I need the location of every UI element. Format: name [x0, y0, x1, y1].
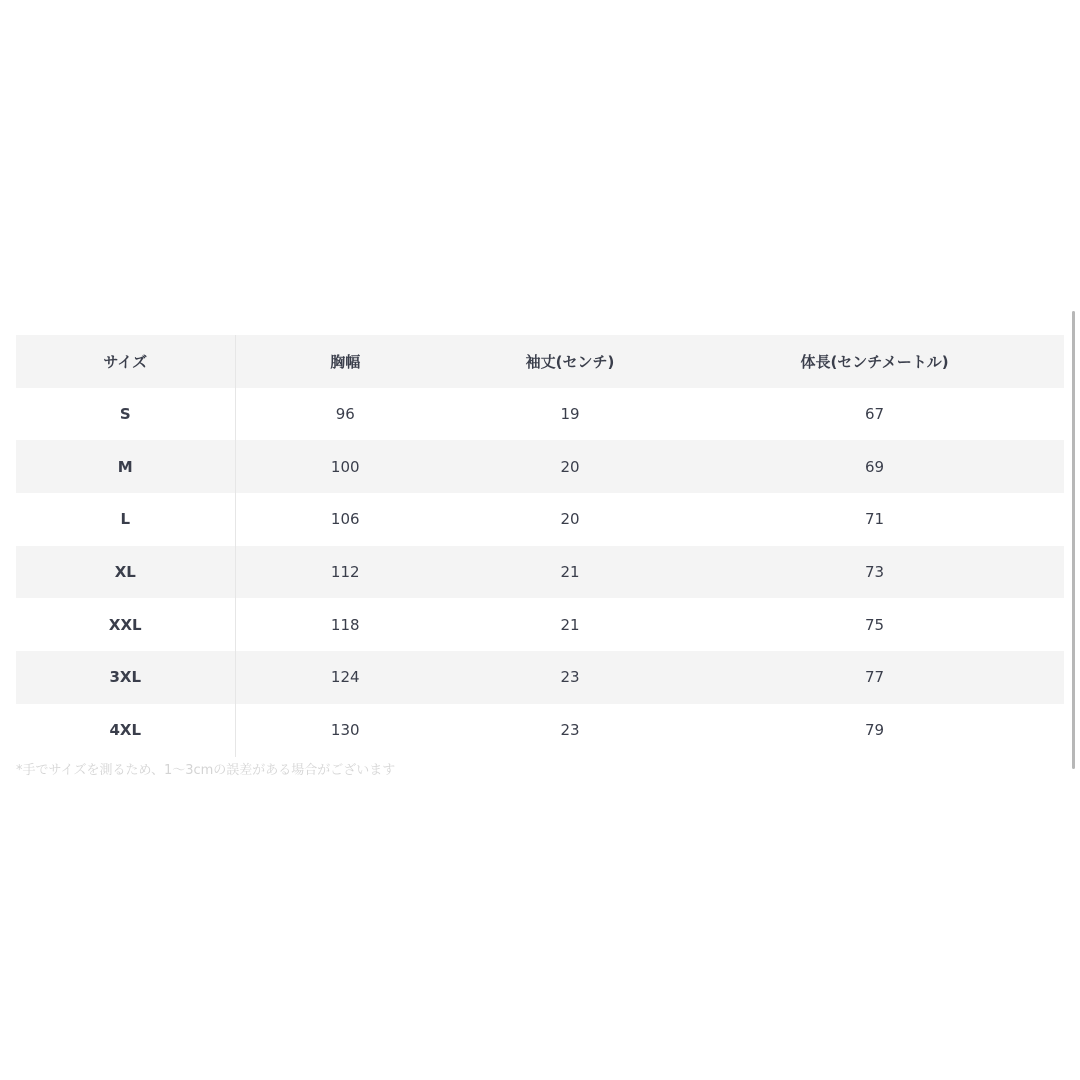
sleeve-cell: 20: [455, 440, 685, 493]
chest-cell: 112: [235, 546, 455, 599]
scrollbar-thumb[interactable]: [1072, 311, 1075, 769]
length-cell: 71: [685, 493, 1064, 546]
size-chart-panel: [0, 311, 1080, 778]
chest-cell: 106: [235, 493, 455, 546]
length-cell: 69: [685, 440, 1064, 493]
table-row: [16, 388, 1064, 441]
size-cell: XXL: [16, 598, 235, 651]
size-cell: S: [16, 388, 235, 441]
table-header-row: [16, 335, 1064, 388]
table-row: [16, 651, 1064, 704]
size-cell: XL: [16, 546, 235, 599]
column-header-sleeve: 袖丈(センチ): [455, 335, 685, 388]
table-row: [16, 440, 1064, 493]
table-row: [16, 704, 1064, 757]
column-header-size: サイズ: [16, 335, 235, 388]
chest-cell: 124: [235, 651, 455, 704]
column-header-chest: 胸幅: [235, 335, 455, 388]
sleeve-cell: 20: [455, 493, 685, 546]
chest-cell: 100: [235, 440, 455, 493]
length-cell: 73: [685, 546, 1064, 599]
chest-cell: 118: [235, 598, 455, 651]
sleeve-cell: 23: [455, 704, 685, 757]
length-cell: 77: [685, 651, 1064, 704]
table-row: [16, 598, 1064, 651]
length-cell: 67: [685, 388, 1064, 441]
chest-cell: 130: [235, 704, 455, 757]
size-cell: M: [16, 440, 235, 493]
size-chart-table: [16, 335, 1064, 757]
sleeve-cell: 21: [455, 546, 685, 599]
vertical-scrollbar[interactable]: [1070, 311, 1078, 769]
size-cell: 3XL: [16, 651, 235, 704]
length-cell: 75: [685, 598, 1064, 651]
column-header-length: 体長(センチメートル): [685, 335, 1064, 388]
table-row: [16, 546, 1064, 599]
measurement-footnote: *手でサイズを測るため、1～3cmの誤差がある場合がございます: [16, 763, 396, 778]
chest-cell: 96: [235, 388, 455, 441]
size-cell: 4XL: [16, 704, 235, 757]
length-cell: 79: [685, 704, 1064, 757]
sleeve-cell: 21: [455, 598, 685, 651]
sleeve-cell: 23: [455, 651, 685, 704]
sleeve-cell: 19: [455, 388, 685, 441]
table-row: [16, 493, 1064, 546]
size-cell: L: [16, 493, 235, 546]
